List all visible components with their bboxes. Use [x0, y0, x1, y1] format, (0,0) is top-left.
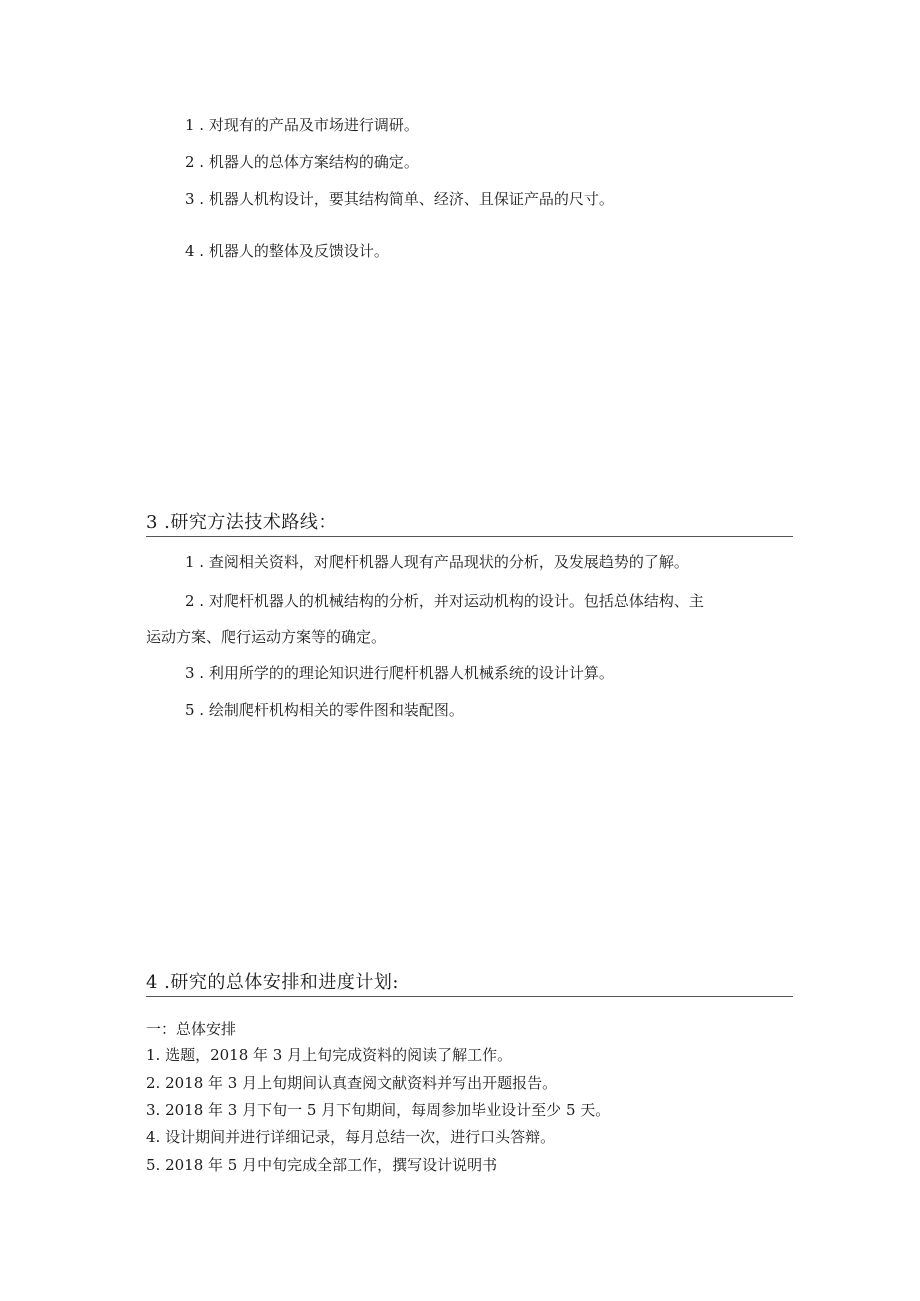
section-3-divider — [146, 536, 793, 537]
schedule-item-5: 5. 2018 年 5 月中旬完成全部工作，撰写设计说明书 — [146, 1156, 498, 1174]
schedule-item-1: 1. 选题，2018 年 3 月上旬完成资料的阅读了解工作。 — [146, 1046, 513, 1064]
section-4-heading: 4 .研究的总体安排和进度计划: — [146, 972, 399, 993]
method-item-3: 3 . 利用所学的的理论知识进行爬杆机器人机械系统的设计计算。 — [185, 664, 614, 682]
schedule-item-3: 3. 2018 年 3 月下旬一 5 月下旬期间，每周参加毕业设计至少 5 天。 — [146, 1101, 611, 1119]
method-item-2-continued: 运动方案、爬行运动方案等的确定。 — [146, 628, 387, 646]
method-item-2: 2 . 对爬杆机器人的机械结构的分析，并对运动机构的设计。包括总体结构、主 — [185, 592, 704, 610]
method-item-1: 1 . 查阅相关资料，对爬杆机器人现有产品现状的分析，及发展趋势的了解。 — [185, 553, 689, 571]
section-3-heading: 3 .研究方法技术路线： — [146, 512, 337, 533]
objective-item-2: 2 . 机器人的总体方案结构的确定。 — [185, 153, 419, 171]
objective-item-1: 1 . 对现有的产品及市场进行调研。 — [185, 116, 419, 134]
objective-item-4: 4 . 机器人的整体及反馈设计。 — [185, 242, 389, 260]
schedule-item-2: 2. 2018 年 3 月上旬期间认真查阅文献资料并写出开题报告。 — [146, 1074, 558, 1092]
section-4-divider — [146, 996, 793, 997]
schedule-item-4: 4. 设计期间并进行详细记录，每月总结一次，进行口头答辩。 — [146, 1128, 556, 1146]
method-item-5: 5 . 绘制爬杆机构相关的零件图和装配图。 — [185, 701, 464, 719]
schedule-subheading: 一：总体安排 — [146, 1020, 237, 1038]
objective-item-3: 3 . 机器人机构设计，要其结构简单、经济、且保证产品的尺寸。 — [185, 190, 614, 208]
